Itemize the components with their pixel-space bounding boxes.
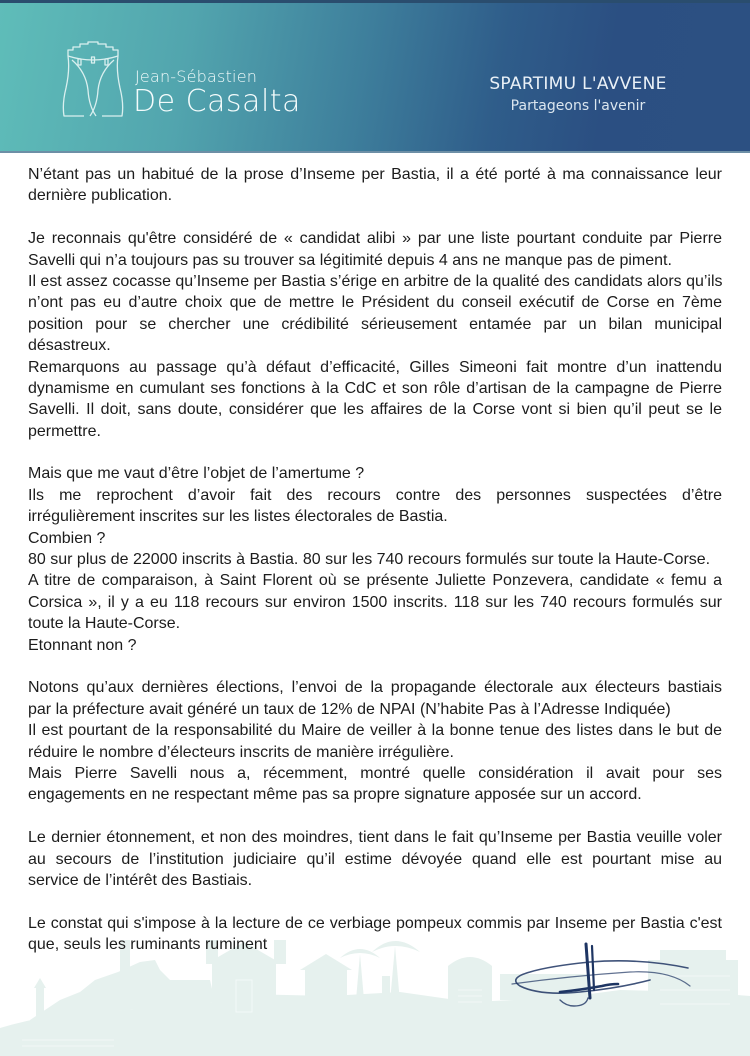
text-line: Mais Pierre Savelli nous a, récemment, montré quelle considération il avait pour ses — [28, 764, 722, 782]
text-line: Etonnant non ? — [28, 636, 137, 654]
text-line: Savelli qui n’a toujours pas su trouver sa légitimité depuis 4 ans ne manque pas de piment. — [28, 251, 672, 269]
text-line: que, seuls les ruminants ruminent — [28, 936, 268, 954]
text-line: 80 sur plus de 22000 inscrits à Bastia. 80 sur les 740 recours formulés sur toute la Haute-Corse. — [28, 551, 711, 569]
paragraph — [28, 463, 722, 656]
letterhead-banner — [0, 0, 750, 153]
text-line: Il est pourtant de la responsabilité du Maire de veiller à la bonne tenue des listes dans le but de — [28, 722, 722, 740]
text-line: désastreux. — [28, 337, 111, 355]
text-line: toute la Haute-Corse. — [28, 615, 181, 633]
banner-top-border — [0, 0, 750, 3]
text-line: dernière publication. — [28, 187, 173, 205]
paragraph — [28, 827, 722, 891]
text-line: Combien ? — [28, 529, 106, 547]
brand-first-name: Jean-Sébastien — [135, 67, 258, 86]
brand-last-name: De Casalta — [133, 84, 301, 119]
text-line: position pour se chercher une crédibilité sérieusement entamée par un bilan municipal — [28, 315, 722, 333]
text-line: par la préfecture avait généré un taux de 12% de NPAI (N’habite Pas à l’Adresse Indiquée) — [28, 700, 671, 718]
text-line: réduire le nombre d’électeurs inscrits de manière irrégulière. — [28, 743, 454, 761]
text-line-content: Il est assez cocasse qu’Inseme per Bastia s’érige en arbitre de la qualité des candidats alors qu’ils — [28, 272, 723, 290]
text-line: service de l’intérêt des Bastiais. — [28, 871, 253, 889]
text-line: n’ont pas eu d’autre choix que de mettre le Président du conseil exécutif de Corse en 7ème — [28, 294, 722, 312]
text-line: Je reconnais qu'être considéré de « candidat alibi » par une liste pourtant conduite par Pierre — [28, 230, 722, 248]
text-line: A titre de comparaison, à Saint Florent où se présente Juliette Ponzevera, candidate « femu a — [28, 572, 722, 590]
text-line — [28, 271, 722, 292]
text-line: Savelli. Il doit, sans doute, considérer que les affaires de la Corse vont si bien qu’il peut se le — [28, 401, 722, 419]
paragraph — [28, 164, 722, 207]
text-line: Le dernier étonnement, et non des moindres, tient dans le fait qu’Inseme per Bastia veuille voler — [28, 829, 722, 847]
text-line: Remarquons au passage qu’à défaut d’efficacité, Gilles Simeoni fait montre d’un inattendu — [28, 358, 722, 376]
text-line: Ils me reprochent d’avoir fait des recours contre des personnes suspectées d’être — [28, 486, 722, 504]
text-line: Corsica », il y a eu 118 recours sur environ 1500 inscrits. 118 sur les 740 recours formulés sur — [28, 593, 722, 611]
text-line: permettre. — [28, 422, 101, 440]
text-line: N’étant pas un habitué de la prose d’Inseme per Bastia, il a été porté à ma connaissance leur — [28, 166, 722, 183]
paragraph — [28, 228, 722, 442]
paragraph — [28, 677, 722, 805]
letter-body — [28, 164, 722, 955]
text-line: irrégulièrement inscrites sur les listes électorales de Bastia. — [28, 508, 448, 526]
text-line: dynamisme en cumulant ses fonctions à la CdC et son rôle d’artisan de la campagne de Pierre — [28, 379, 722, 397]
tower-icon — [60, 40, 126, 120]
text-line: au secours de l’institution judiciaire qu’il estime dévoyée quand elle est pourtant mise au — [28, 850, 722, 868]
handwritten-signature — [490, 940, 710, 1020]
slogan: SPARTIMU L'AVVENE — [489, 74, 667, 94]
slogan-subtitle: Partageons l'avenir — [510, 98, 646, 114]
text-line: Le constat qui s'impose à la lecture de ce verbiage pompeux commis par Inseme per Bastia c'est — [28, 914, 722, 932]
text-line: Mais que me vaut d’être l’objet de l’amertume ? — [28, 465, 365, 483]
text-line: engagements en ne respectant même pas sa propre signature apposée sur un accord. — [28, 786, 642, 804]
text-line: Notons qu’aux dernières élections, l’envoi de la propagande électorale aux électeurs bastiais — [28, 679, 722, 697]
